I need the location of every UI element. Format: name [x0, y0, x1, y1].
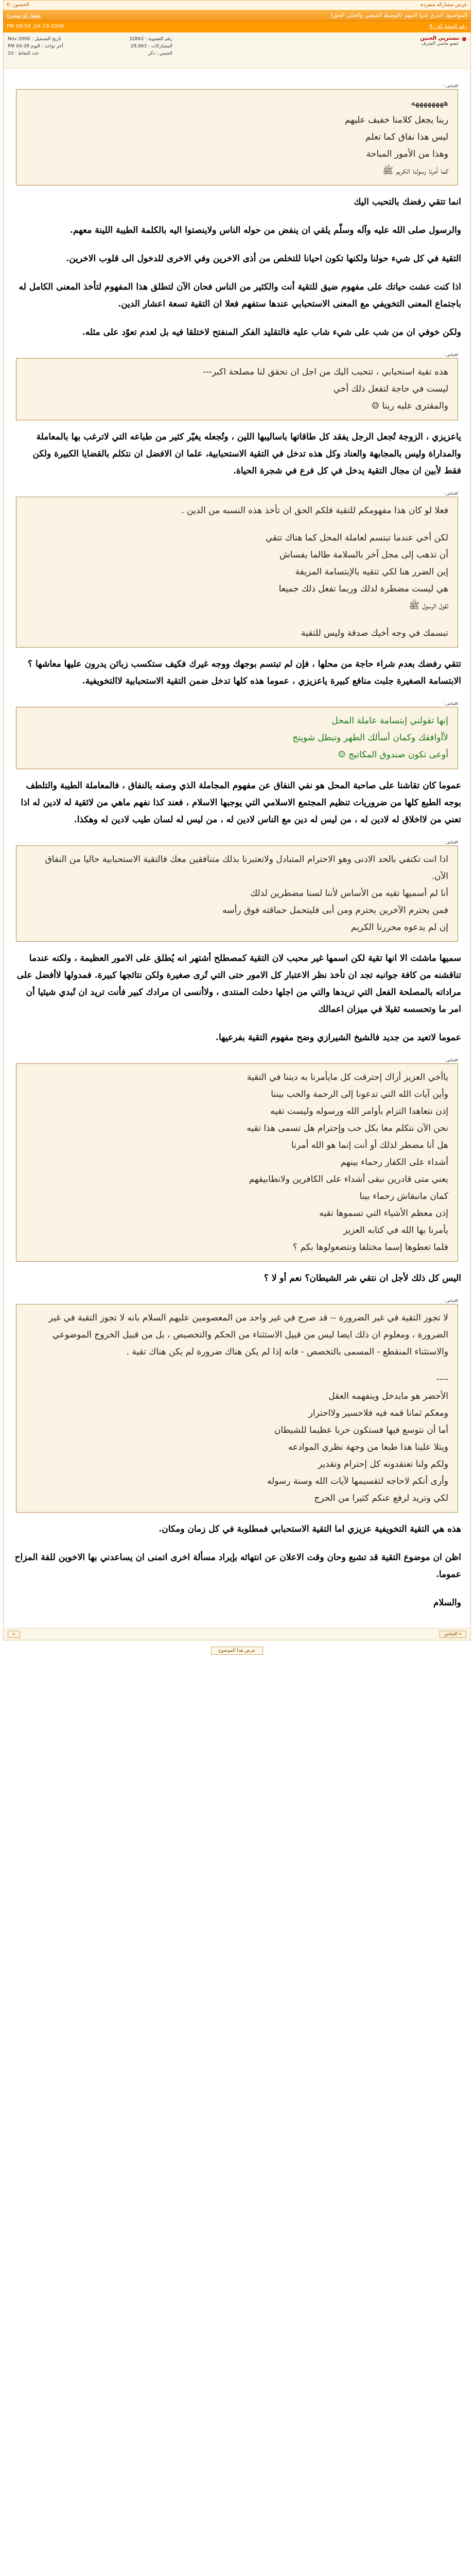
quote-line: أما أن نتوسع فيها فستكون حربا عظيما للشيطان — [274, 1425, 448, 1435]
quote-spacer — [26, 519, 448, 530]
user-stat-row — [8, 50, 172, 57]
quote-block — [16, 1298, 458, 1513]
quote-line: إن لم يدعوه محررنا الكريم — [350, 922, 448, 933]
post-paragraph: هذه هي التقية التخويفية عزيزي اما التقية الاستحبابي فمطلوبة في كل زمان ومكان. — [159, 1524, 461, 1534]
quote-line: أنا لم أسميها تقيه من الأساس لأننا لسنا مضطرين لذلك — [250, 888, 448, 899]
quote-label: اقتباس : — [443, 352, 458, 357]
quote-block — [16, 1058, 458, 1262]
quote-spacer — [26, 1361, 448, 1371]
post-paragraph: تتقي رفضك بعدم شراء حاجة من محلها ، فإن لم تبتسم بوجهك ووجه غيرك فكيف ستكسب زبائن يدرون عليها معاشها ؟ الابتسامة الصغيرة جلبت منافع كبيرة ياعزيزي ، عموما هذه كلها تدخل ضمن التقية الاستحبابية لاالتخويفية. — [28, 659, 461, 686]
quote-line: إذن نتعاهدا التزام بأوامر الله ورسوله وليست تقيه — [270, 1106, 448, 1116]
quote-label: اقتباس : — [443, 1058, 458, 1062]
user-stats — [8, 36, 172, 57]
quote-line: يأمرنا بها الله في كتابه العزيز — [343, 1225, 448, 1235]
quote-line: ليست في حاجة لتفعل ذلك أخي — [333, 384, 448, 394]
page — [3, 0, 471, 1661]
quote-line: كمان مانبقاش رحماء بينا — [359, 1191, 448, 1201]
quote-line: ياأخي العزيز أراك إحترقت كل مايأمرنا به ديننا في التقية — [247, 1072, 448, 1082]
post-paragraph: ياعزيزي ، الزوجة تُجعل الرجل يفقد كل طاقاتها باساليبها اللين ، وتُجعله يغيّر كثير من طباعه التي لاترغب بها بالمعاملة والمداراة وليس بالمجابهة والعناد وكل هذه تدخل في التقية الاستحبابية، علما ان الافضل ان نتكلم بالقضايا الكبيرة ولكن فقط لأبين ان مجال التقية يدخل في كل فرع في شجرة الحياة. — [32, 432, 461, 476]
user-info — [420, 36, 466, 46]
featured-post-link[interactable]: مشاركة مميزة — [7, 12, 41, 19]
post-paragraph: عموما لاتعيد من جديد فالشيخ الشيرازي وضح مفهوم التقية بفرعيها. — [216, 1032, 461, 1043]
quote-line: هل أنا مضطر لذلك أو أنت إنما هو الله أمرنا — [291, 1140, 448, 1150]
quote-line: أن تذهب إلى محل آخر بالسلامة طالما يفساش — [279, 550, 448, 560]
post-footer — [4, 1628, 470, 1640]
quote-box — [16, 1063, 458, 1262]
user-title: عضو ماسي الشرف — [421, 41, 459, 46]
quote-line: لأأوافقك وكمان أسألك الطهر وتبطل شويتج — [292, 733, 448, 743]
top-utility-bar — [3, 0, 471, 10]
post-paragraph: انما تتقي رفضك بالتحبب اليك — [354, 197, 461, 207]
quote-button[interactable]: « اقتباس — [440, 1631, 466, 1638]
post — [3, 32, 471, 1640]
post-paragraph: اظن ان موضوع التقية قد تشبع وحان وقت الاعلان عن انتهائه بإيراد مسألة اخرى اتمنى ان يساعدني بها الاخوين للفة المزاح عموما. — [14, 1552, 461, 1580]
quote-line: وأرى أنكم لاحاجه لتقسيمها لآيات الله وسنة رسوله — [267, 1476, 448, 1486]
quote-block — [16, 840, 458, 942]
quote-line: اذا انت تكتفي بالحد الادنى وهو الاحترام المتبادل ولاتعتبرنا بذلك متنافقين معك فالتقية الاستحبابية حاليا من النفاق الآن. — [45, 854, 448, 882]
online-count: الحضور: 0 — [7, 2, 29, 8]
post-number[interactable]: رقم المشاركة : 4 — [429, 24, 467, 29]
quote-line: ولكم ولنا تعتقدونه كل إحترام وتقدير — [318, 1459, 448, 1469]
post-paragraph: والرسول صلى الله عليه وآله وسلّم يلقي ان ينفض من حوله الناس ولاينصتوا اليه بالكلمة الطيبة اللينة معهم. — [69, 225, 461, 235]
quote-line: فمن يحترم الآخرين يحترم ومن أبى فليتحمل حماقته فوق رأسه — [222, 905, 448, 916]
post-info-bar — [3, 21, 471, 32]
report-button[interactable]: » — [8, 1631, 20, 1638]
quote-line: لكي وتريد لرفع عنكم كثيرا من الحرج — [314, 1493, 448, 1503]
quote-label: اقتباس : — [443, 1298, 458, 1303]
view-single-post-label: عرض مشاركة منفردة — [420, 2, 467, 8]
quote-line: أوعى تكون صندوق المكاتيج ☺ — [338, 750, 448, 760]
quote-label: اقتباس : — [443, 83, 458, 88]
username[interactable]: مستربي الحنين — [420, 36, 459, 41]
user-stat-value: تاريخ التسجيل : Nov 2006 — [8, 37, 62, 42]
quote-line: ويتلا علينا هذا طبعا من وجهة نظري الموادعه — [288, 1442, 448, 1452]
post-paragraph: التقية في كل شيء حولنا ولكنها تكون احيانا للتخلص من أذى الاخرين وفي الاخرى للدخول الى قلوب الاخرين. — [66, 253, 461, 264]
post-paragraph: سميها ماشئت الا انها تقية لكن اسمها غير محبب لان التقية كمصطلح أشتهر انه يُطلق على الامور العظيمة ، ولكنه عندما تناقشنه من كافة جوانبه تجد ان تأخذ نظر الاعتبار كل الامور حتى التي تُرى صغيرة ولكن نتائجها كبيرة. فمدولها لاأفضل على مراداته بالمصلحة الفعل التي تريدها والتي من اجلها دخلت المنتدى ، ولاأنسى ان مرادك كبير فأنت تريد ان تُبدي شيئيا أن امر ما وتحسسه ثقيلا في ميزان اعمالك — [16, 953, 461, 1014]
quote-line: ههههههههه — [411, 98, 448, 108]
quote-block — [16, 701, 458, 769]
page-footer — [3, 1640, 471, 1661]
quote-line: لكن أخي عندما تبتسم لعاملة المحل كما هناك تتقي — [265, 533, 448, 543]
quote-line: إين الضرر هنا لكي تتقيه بالإبتسامة المزيفة — [295, 567, 448, 577]
quote-box — [16, 845, 458, 942]
quote-line: هذه تقية استحبابي ، تتحبب اليك من اجل ان تحقق لنا مصلحة اكبر--- — [203, 367, 448, 377]
quote-line: فعلا لو كان هذا مفهومكم للتقية فلكم الحق ان تأخذ هذه النسبه من الدين . — [181, 505, 448, 516]
quote-line: لا تجوز التقية في غير الضرورة -- قد صرح في غير واحد من المعصومين عليهم السلام بانه لا تجوز التقية في غير الضرورة ، ومعلوم ان ذلك ايضا ليس من قبيل الاستثناء من الحكم والتخصيص ، بل من قبيل الخروج الموضوعي والاستثناء المنقطع - المسمى بالتخصص - فانه إذا لم يكن هناك ضرورة لم يكن هناك تقية . — [48, 1313, 448, 1357]
post-paragraph: اذا كنت عشت حياتك على مفهوم ضيق للتقية أنت والكثير من الناس فحان الآن لتطلق هذا المفهوم لتأخذ المعنى الكامل له باجتماع المعنى التخويفي مع المعنى الاستحبابي عندها ستفهم فعلا ان التقية تسعة اعشار الدين. — [19, 282, 461, 309]
quote-line: ---- — [436, 1374, 448, 1384]
quote-line: يعني متى قادرين نبقى أشداء على الكافرين ولانطابيقهم — [249, 1174, 448, 1184]
quote-block — [16, 491, 458, 648]
quote-line: وهذا من الأمور المباحة — [366, 149, 448, 159]
post-paragraph: عموما كان تقاشنا على صاحبة المحل هو نفي النفاق عن مفهوم المجاملة الذي وصفه بالنفاق ، فالمعاملة الطيبة والتلطف بوجه الطبع كلها من ضروريات تنظيم المجتمع الاسلامي التي يوجبها الاسلام ، فعند كذا نفهم ماهي من لائقية له لادين له اذا تعني من لااخلاق له لادين له ، من ليس له دين مع الناس لادين له ، من ليس له لسان طيب لادين له وهكذا. — [21, 781, 461, 825]
quote-line: الأحضر هو مايدخل وينفهمه العقل — [328, 1391, 448, 1401]
quote-spacer — [26, 615, 448, 625]
quote-line: نحن الآن نتكلم معا بكل حب وإحترام هل تسمى هذا تقيه — [247, 1123, 448, 1133]
quote-line: والمقترى عليه ربنا ☺ — [371, 401, 448, 411]
quote-line: لقول الرسول ﷺ — [409, 601, 448, 611]
quote-box — [16, 358, 458, 420]
quote-box — [16, 1304, 458, 1513]
quote-line: أشداء على الكفار رحماء بينهم — [340, 1157, 448, 1167]
post-paragraph: اليس كل ذلك لأجل ان نتقي شر الشيطان؟ نعم أو لا ؟ — [264, 1273, 461, 1283]
quote-block — [16, 352, 458, 420]
quote-block — [16, 83, 458, 185]
user-stat-value: آخر تواجد : اليوم 04:39 PM — [8, 44, 63, 49]
user-stat-row — [8, 36, 172, 43]
quote-box — [16, 89, 458, 185]
user-stat-value: عدد النقاط : 10 — [8, 51, 39, 56]
thread-title-bar — [3, 10, 471, 21]
quote-line: تبسمك في وجه أخيك صدقة وليس للتقية — [301, 628, 448, 638]
post-paragraph: ولكن خوفي ان من شب على شيء شاب عليه فالتقليد الفكر المنفتح لاختلقا فيه بل لعدم تعوّد على مثله. — [82, 327, 461, 337]
post-date: 04-19-2006, 06:56 PM — [7, 24, 64, 29]
thread-title: المواضيع: اندري لدوا المهم (الوسط الشعبي والحلي الحق) — [330, 12, 467, 19]
quote-box — [16, 707, 458, 769]
user-stat-label: المشاركات : 29,963 — [130, 44, 172, 49]
post-paragraph: والسلام — [433, 1598, 461, 1608]
user-strip — [4, 32, 470, 69]
quote-line: ربنا يجعل كلامنا خفيف عليهم — [344, 115, 448, 125]
online-status-icon — [462, 37, 466, 41]
quote-line: وأين آيات الله التي تدعونا إلى الرحمة والحب بيننا — [271, 1089, 448, 1099]
quote-line: هي ليست مضطرة لذلك وربما تفعل ذلك جميعا — [278, 584, 448, 594]
user-stat-row — [8, 43, 172, 50]
post-body — [4, 69, 470, 1628]
quote-line: ومعكم ثمانا قمه فيه فلاحسير ولااحترار — [308, 1408, 448, 1418]
quote-label: اقتباس : — [443, 701, 458, 706]
quote-line: فلما تعطوها إسما مختلفا وتتضعولوها بكم ؟ — [293, 1242, 448, 1252]
quote-label: اقتباس : — [443, 491, 458, 496]
quote-line: ليس هذا نفاق كما تعلم — [365, 132, 448, 142]
quote-line: إنها تقولني إبتسامة عاملة المحل — [331, 716, 448, 726]
quote-line: إذن معظم الأشياء التي تسموها تقيه — [319, 1208, 448, 1218]
quote-line: كما أمرنا رسولنا الكريم ﷺ — [382, 166, 448, 176]
view-thread-button[interactable]: عرض هذا الموضوع — [211, 1647, 264, 1655]
quote-label: اقتباس : — [443, 840, 458, 844]
user-stat-label: رقم العضوية : 32862 — [129, 37, 172, 42]
user-stat-label: الجنس : ذكر — [148, 51, 172, 56]
quote-box — [16, 497, 458, 648]
